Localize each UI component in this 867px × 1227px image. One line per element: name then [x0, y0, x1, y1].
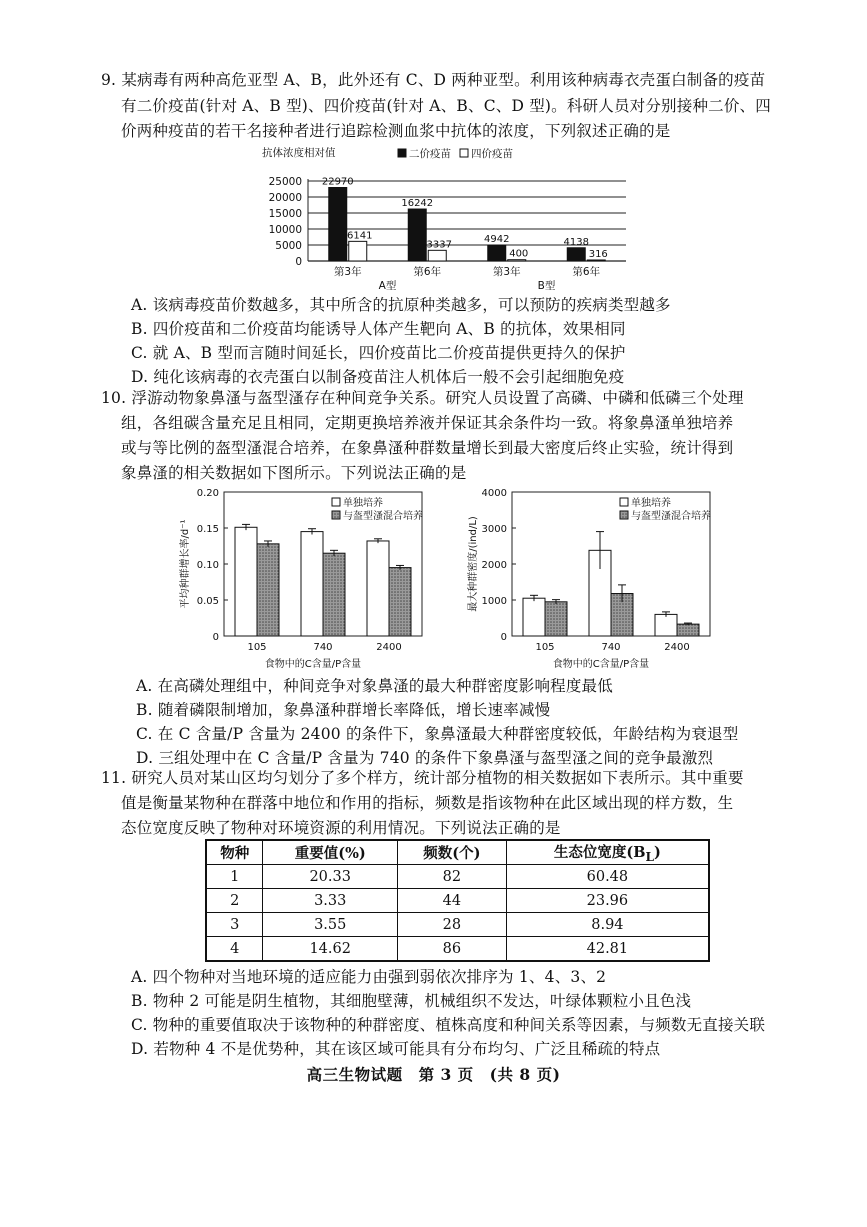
bar-single-culture: [655, 614, 677, 636]
q10-option-c[interactable]: C. 在 C 含量/P 含量为 2400 的条件下，象鼻溞最大种群密度较低，年龄结构为衰退型: [136, 725, 739, 743]
table-cell: 8.94: [506, 913, 709, 937]
niche-width-label: 生态位宽度(B: [553, 844, 646, 862]
y-axis-title: 平均种群增长率/d⁻¹: [180, 519, 191, 609]
legend-swatch-tetravalent: [460, 149, 468, 157]
table-cell: 28: [397, 913, 506, 937]
niche-width-subscript: L: [645, 849, 654, 864]
bar-single-culture: [235, 527, 257, 636]
y-tick-label: 0: [500, 632, 507, 643]
bar-tetravalent: [508, 260, 526, 261]
data-label-bivalent: 16242: [401, 198, 434, 210]
q10-option-a[interactable]: A. 在高磷处理组中，种间竞争对象鼻溞的最大种群密度影响程度最低: [136, 677, 613, 695]
q9-stem-line-3: 价两种疫苗的若干名接种者进行追踪检测血浆中抗体的浓度，下列叙述正确的是: [121, 122, 671, 140]
species-table: [205, 839, 710, 962]
y-tick-label: 0.10: [196, 560, 219, 571]
y-axis-title: 抗体浓度相对值: [262, 147, 336, 159]
bar-single-culture: [301, 532, 323, 636]
antibody-bar-chart: [250, 143, 640, 293]
q9-option-c[interactable]: C. 就 A、B 型而言随时间延长，四价疫苗比二价疫苗提供更持久的保护: [131, 344, 626, 362]
table-cell: 4: [206, 937, 263, 962]
bar-mixed-culture: [677, 624, 699, 636]
q11-option-a[interactable]: A. 四个物种对当地环境的适应能力由强到弱依次排序为 1、4、3、2: [131, 968, 607, 986]
y-tick-label: 0.20: [196, 488, 219, 499]
q11-option-b[interactable]: B. 物种 2 可能是阴生植物，其细胞壁薄，机械组织不发达，叶绿体颗粒小且色浅: [131, 992, 692, 1010]
table-header-niche-width: [506, 840, 709, 865]
bar-single-culture: [523, 598, 545, 636]
data-label-bivalent: 4138: [563, 236, 589, 248]
table-cell: 3.55: [263, 913, 398, 937]
bar-bivalent: [408, 209, 426, 261]
legend-swatch-single: [620, 498, 628, 506]
max-density-bar-chart: [460, 480, 722, 672]
y-tick-label: 2000: [481, 560, 507, 571]
legend-label-single: 单独培养: [631, 498, 671, 509]
q9-stem-line-1: 9. 某病毒有两种高危亚型 A、B，此外还有 C、D 两种亚型。利用该种病毒衣壳蛋白制备的疫苗: [101, 71, 766, 89]
x-tick-label: 第6年: [572, 266, 601, 278]
x-tick-label: 740: [601, 642, 621, 653]
x-axis-title: 食物中的C含量/P含量: [552, 659, 650, 670]
q11-option-d[interactable]: D. 若物种 4 不是优势种，其在该区域可能具有分布均匀、广泛且稀疏的特点: [131, 1040, 661, 1058]
x-axis-title: 食物中的C含量/P含量: [264, 659, 362, 670]
legend-label-bivalent: 二价疫苗: [409, 148, 451, 160]
y-tick-label: 0: [295, 256, 302, 268]
q9-option-a[interactable]: A. 该病毒疫苗价数越多，其中所含的抗原种类越多，可以预防的疾病类型越多: [131, 296, 671, 314]
y-tick-label: 0.05: [196, 596, 219, 607]
y-tick-label: 5000: [275, 240, 302, 252]
table-header-species: 物种: [206, 840, 263, 865]
q11-stem-line-1: 11. 研究人员对某山区均匀划分了多个样方，统计部分植物的相关数据如下表所示。其中重要: [101, 769, 744, 787]
table-cell: 60.48: [506, 865, 709, 889]
y-tick-label: 10000: [268, 224, 302, 236]
table-cell: 23.96: [506, 889, 709, 913]
q11-stem-line-2: 值是衡量某物种在群落中地位和作用的指标，频数是指该物种在此区域出现的样方数，生: [121, 794, 734, 812]
x-tick-label: 第3年: [492, 266, 521, 278]
bar-bivalent: [329, 187, 347, 261]
data-label-tetravalent: 6141: [347, 230, 373, 242]
table-cell: 3: [206, 913, 263, 937]
bar-tetravalent: [349, 241, 367, 261]
bar-tetravalent: [428, 250, 446, 261]
x-tick-label: 105: [535, 642, 555, 653]
q10-stem-line-3: 或与等比例的盔型溞混合培养，在象鼻溞种群数量增长到最大密度后终止实验，统计得到: [121, 439, 734, 457]
table-row: [206, 913, 709, 937]
table-header-importance: 重要值(%): [263, 840, 398, 865]
bar-mixed-culture: [257, 544, 279, 636]
table-cell: 3.33: [263, 889, 398, 913]
table-header-frequency: 频数(个): [397, 840, 506, 865]
bar-bivalent: [488, 245, 506, 261]
data-label-tetravalent: 316: [588, 248, 608, 260]
y-tick-label: 20000: [268, 192, 302, 204]
bar-mixed-culture: [545, 602, 567, 636]
y-tick-label: 15000: [268, 208, 302, 220]
data-label-bivalent: 4942: [484, 234, 510, 246]
q10-stem-line-2: 组，各组碳含量充足且相同，定期更换培养液并保证其余条件均一致。将象鼻溞单独培养: [121, 414, 734, 432]
q10-stem-line-1: 10. 浮游动物象鼻溞与盔型溞存在种间竞争关系。研究人员设置了高磷、中磷和低磷三个处理: [101, 389, 744, 407]
group-label-b: B型: [537, 280, 556, 292]
x-tick-label: 2400: [664, 642, 690, 653]
legend-label-mixed: 与盔型溞混合培养: [343, 511, 423, 522]
q11-option-c[interactable]: C. 物种的重要值取决于该物种的种群密度、植株高度和种间关系等因素，与频数无直接关联: [131, 1016, 766, 1034]
bar-mixed-culture: [389, 568, 411, 636]
bar-single-culture: [367, 541, 389, 636]
niche-width-close: ): [654, 844, 661, 862]
q10-stem-line-4: 象鼻溞的相关数据如下图所示。下列说法正确的是: [121, 464, 467, 482]
x-tick-label: 第6年: [413, 266, 442, 278]
legend-swatch-bivalent: [398, 149, 406, 157]
y-tick-label: 0.15: [196, 524, 219, 535]
table-cell: 86: [397, 937, 506, 962]
y-tick-label: 4000: [481, 488, 507, 499]
q9-option-b[interactable]: B. 四价疫苗和二价疫苗均能诱导人体产生靶向 A、B 的抗体，效果相同: [131, 320, 626, 338]
table-row: [206, 889, 709, 913]
y-tick-label: 0: [212, 632, 219, 643]
legend-swatch-single: [332, 498, 340, 506]
x-tick-label: 第3年: [333, 266, 362, 278]
data-label-tetravalent: 400: [509, 248, 529, 260]
q9-option-d[interactable]: D. 纯化该病毒的衣壳蛋白以制备疫苗注人机体后一般不会引起细胞免疫: [131, 368, 625, 386]
y-tick-label: 25000: [268, 176, 302, 188]
q11-stem-line-3: 态位宽度反映了物种对环境资源的利用情况。下列说法正确的是: [121, 819, 561, 837]
y-axis-title: 最大种群密度/(ind/L): [468, 516, 479, 612]
q10-option-d[interactable]: D. 三组处理中在 C 含量/P 含量为 740 的条件下象鼻溞与盔型溞之间的竞争最激烈: [136, 749, 714, 767]
table-cell: 82: [397, 865, 506, 889]
bar-tetravalent: [587, 260, 605, 261]
table-cell: 42.81: [506, 937, 709, 962]
bar-mixed-culture: [323, 553, 345, 636]
growth-rate-bar-chart: [172, 480, 434, 672]
y-tick-label: 1000: [481, 596, 507, 607]
q9-stem-line-2: 有二价疫苗(针对 A、B 型)、四价疫苗(针对 A、B、C、D 型)。科研人员对分别接种二价、四: [121, 97, 771, 115]
group-label-a: A型: [378, 280, 397, 292]
legend-swatch-mixed: [332, 511, 340, 519]
table-cell: 20.33: [263, 865, 398, 889]
legend-swatch-mixed: [620, 511, 628, 519]
table-header-row: [206, 840, 709, 865]
page-footer: 高三生物试题 第 3 页 (共 8 页): [306, 1065, 561, 1084]
data-label-bivalent: 22970: [321, 176, 354, 188]
table-row: [206, 865, 709, 889]
y-tick-label: 3000: [481, 524, 507, 535]
bar-bivalent: [567, 248, 585, 261]
legend-label-tetravalent: 四价疫苗: [471, 148, 513, 160]
legend-label-mixed: 与盔型溞混合培养: [631, 511, 711, 522]
table-cell: 44: [397, 889, 506, 913]
table-cell: 2: [206, 889, 263, 913]
table-cell: 14.62: [263, 937, 398, 962]
table-row: [206, 937, 709, 962]
x-tick-label: 2400: [376, 642, 402, 653]
legend-label-single: 单独培养: [343, 498, 383, 509]
data-label-tetravalent: 3337: [426, 239, 452, 251]
x-tick-label: 740: [313, 642, 333, 653]
table-cell: 1: [206, 865, 263, 889]
x-tick-label: 105: [247, 642, 267, 653]
q10-option-b[interactable]: B. 随着磷限制增加，象鼻溞种群增长率降低，增长速率减慢: [136, 701, 551, 719]
